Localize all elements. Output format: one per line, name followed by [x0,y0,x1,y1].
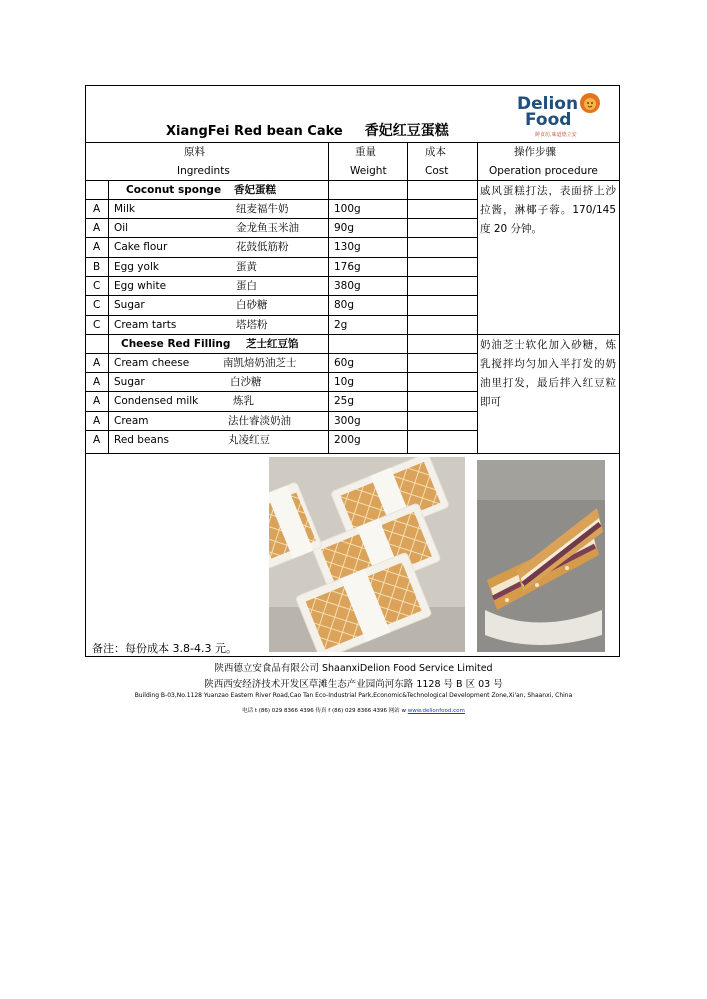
ingredient-cn: 白沙糖 [230,376,262,388]
grade: C [93,280,101,292]
grade: A [93,415,101,427]
footer-address-cn: 陕西西安经济技术开发区草滩生态产业园尚河东路 1128 号 B 区 03 号 [204,679,503,690]
recipe-sheet [85,85,620,657]
recipe-title-en: XiangFei Red bean Cake [166,124,343,139]
ingredient-cn: 炼乳 [233,395,254,407]
divider [86,142,619,143]
weight: 90g [334,222,355,234]
ingredient-en: Milk [114,203,135,215]
row-line [86,372,477,373]
logo-text-delion: Delion [517,94,579,114]
row-line [86,295,477,296]
row-line [86,218,477,219]
weight: 200g [334,434,361,446]
ingredient-cn: 纽麦福牛奶 [236,203,289,215]
grade: A [93,222,101,234]
grade: A [93,376,101,388]
recipe-title [166,120,449,140]
footer-contact-text: 电话 t (86) 029 8366 4396 传真 f (86) 029 8366 4396 网站 w [242,708,406,714]
ingredient-en: Condensed milk [114,395,199,407]
weight: 60g [334,357,355,369]
footer-contact [0,706,707,714]
ingredient-en: Cake flour [114,241,168,253]
weight: 380g [334,280,361,292]
logo-text-food: Food [525,110,572,130]
grade: A [93,203,101,215]
ingredient-en: Oil [114,222,129,234]
weight: 100g [334,203,361,215]
row-line [86,353,477,354]
recipe-title-cn: 香妃红豆蛋糕 [364,123,449,139]
ingredient-en: Red beans [114,434,169,446]
header-cost-cn: 成本 [425,146,446,158]
ingredient-en: Cream tarts [114,319,177,331]
ingredient-cn: 南凯焙奶油芝士 [223,357,297,369]
ingredient-en: Cream cheese [114,357,190,369]
divider [86,180,619,181]
row-line [86,391,477,392]
grade: A [93,241,101,253]
ingredient-cn: 花鼓低筋粉 [236,241,289,253]
weight: 176g [334,261,361,273]
ingredient-en: Cream [114,415,149,427]
ingredient-cn: 塔塔粉 [236,319,268,331]
ingredient-cn: 法仕睿淡奶油 [228,415,291,427]
ingredient-cn: 丸凌红豆 [228,434,270,446]
row-line [86,430,477,431]
divider [86,334,619,335]
grade: C [93,319,101,331]
row-line [86,411,477,412]
group-name-en: Coconut sponge [126,184,222,196]
weight: 300g [334,415,361,427]
col-line [108,180,109,453]
weight: 2g [334,319,348,331]
header-weight-cn: 重量 [355,146,376,158]
grade: A [93,434,101,446]
ingredient-en: Sugar [114,299,145,311]
website-link[interactable]: www.delionfood.com [407,708,465,714]
header-ingredients-en: Ingredints [177,165,230,177]
ingredient-en: Egg white [114,280,167,292]
weight: 10g [334,376,355,388]
delion-food-logo [515,90,605,140]
footer-address-en: Building B-03,No.1128 Yuanzao Eastern River Road,Cao Tan Eco-Industrial Park,Economic&Technological Development Zone,Xi'an, Shaanxi, China [134,692,573,699]
grade: C [93,299,101,311]
packaged-cakes-photo [269,457,465,652]
lion-icon [579,92,601,114]
row-line [86,276,477,277]
header-procedure-cn: 操作步骤 [514,146,556,158]
cake-slices-photo [477,460,605,652]
group-name-cn: 香妃蛋糕 [234,184,276,196]
weight: 130g [334,241,361,253]
row-line [86,257,477,258]
ingredient-cn: 金龙鱼玉米油 [236,222,299,234]
group-name-en: Cheese Red Filling [121,338,231,350]
row-line [86,199,477,200]
cake-slices-illustration [477,460,605,652]
weight: 25g [334,395,355,407]
procedure-text: 奶油芝士软化加入砂糖，炼乳搅拌均匀加入半打发的奶油里打发，最后拌入红豆粒即可 [480,339,616,408]
header-ingredients-cn: 原料 [184,146,205,158]
grade: A [93,357,101,369]
ingredient-en: Egg yolk [114,261,159,273]
row-line [86,237,477,238]
ingredient-cn: 白砂糖 [236,299,268,311]
logo-tagline: 鲜食坊,味道德立安 [535,132,577,138]
packaged-cakes-illustration [269,457,465,652]
header-cost-en: Cost [425,165,449,177]
footer-company: 陕西德立安食品有限公司 ShaanxiDelion Food Service Limited [214,663,493,674]
divider [86,453,619,454]
procedure-text: 戚风蛋糕打法，表面挤上沙拉酱，淋椰子蓉。170/145 度 20 分钟。 [480,185,616,235]
ingredient-cn: 蛋白 [236,280,257,292]
col-line [328,142,329,453]
group-name-cn: 芝士红豆馅 [246,338,299,350]
grade: B [93,261,101,273]
header-weight-en: Weight [350,165,387,177]
col-line [407,142,408,453]
grade: A [93,395,101,407]
cost-note: 备注：每份成本 3.8-4.3 元。 [92,642,237,655]
row-line [86,315,477,316]
header-procedure-en: Operation procedure [489,165,598,177]
ingredient-en: Sugar [114,376,145,388]
ingredient-cn: 蛋黄 [236,261,257,273]
weight: 80g [334,299,355,311]
